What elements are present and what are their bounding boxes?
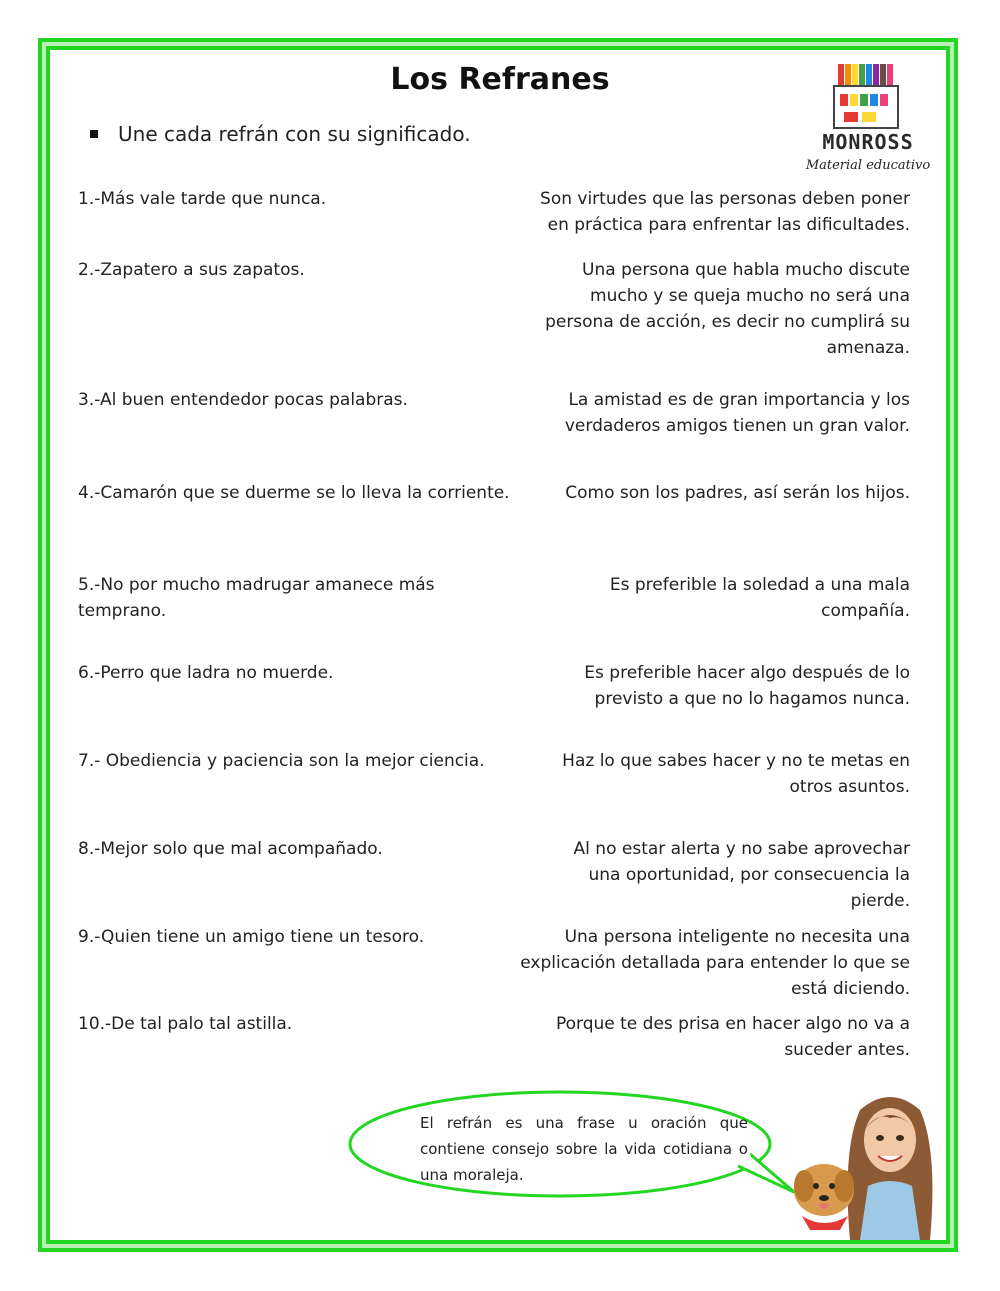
logo-subtitle: Material educativo <box>805 158 931 173</box>
proverb-saying: 8.-Mejor solo que mal acompañado. <box>78 839 383 859</box>
proverb-meaning: Son virtudes que las personas deben poner en práctica para enfrentar las dificultades. <box>540 189 910 235</box>
proverb-meaning: Al no estar alerta y no sabe aprovechar una oportunidad, por consecuencia la pierde. <box>573 839 910 911</box>
proverb-meaning: Es preferible la soledad a una mala compañía. <box>609 575 910 621</box>
logo-name: MONROSS <box>822 130 914 154</box>
proverb-saying: 2.-Zapatero a sus zapatos. <box>78 260 305 280</box>
crayon-box-icon <box>800 62 936 132</box>
proverb-meaning: Es preferible hacer algo después de lo previsto a que no lo hagamos nunca. <box>584 663 910 709</box>
teacher-with-dog-illustration <box>790 1090 950 1240</box>
proverb-meaning: Una persona que habla mucho discute mucho y se queja mucho no será una persona de acción, es decir no cumplirá su amenaza. <box>545 260 910 358</box>
proverb-meaning: Haz lo que sabes hacer y no te metas en otros asuntos. <box>562 751 910 797</box>
proverb-meaning: La amistad es de gran importancia y los verdaderos amigos tienen un gran valor. <box>564 390 910 436</box>
proverb-saying: 3.-Al buen entendedor pocas palabras. <box>78 390 408 410</box>
proverb-saying: 9.-Quien tiene un amigo tiene un tesoro. <box>78 927 425 947</box>
proverb-meaning: Como son los padres, así serán los hijos. <box>565 483 910 503</box>
proverb-meaning: Una persona inteligente no necesita una explicación detallada para entender lo que se está diciendo. <box>520 927 910 999</box>
proverb-saying: 4.-Camarón que se duerme se lo lleva la corriente. <box>78 483 510 503</box>
page-title: Los Refranes <box>390 62 610 97</box>
proverb-saying: 10.-De tal palo tal astilla. <box>78 1014 293 1034</box>
bullet-icon <box>90 130 98 138</box>
bubble-text: El refrán es una frase u oración que contiene consejo sobre la vida cotidiana o una moraleja. <box>420 1114 748 1184</box>
instruction-text: Une cada refrán con su significado. <box>118 122 471 146</box>
proverb-meaning: Porque te des prisa en hacer algo no va a suceder antes. <box>555 1014 910 1060</box>
proverb-saying: 7.- Obediencia y paciencia son la mejor ciencia. <box>78 751 485 771</box>
instruction <box>90 122 471 146</box>
proverb-saying: 6.-Perro que ladra no muerde. <box>78 663 334 683</box>
proverb-saying: 1.-Más vale tarde que nunca. <box>78 189 327 209</box>
proverb-saying: 5.-No por mucho madrugar amanece más temprano. <box>78 575 435 621</box>
logo <box>800 62 936 180</box>
